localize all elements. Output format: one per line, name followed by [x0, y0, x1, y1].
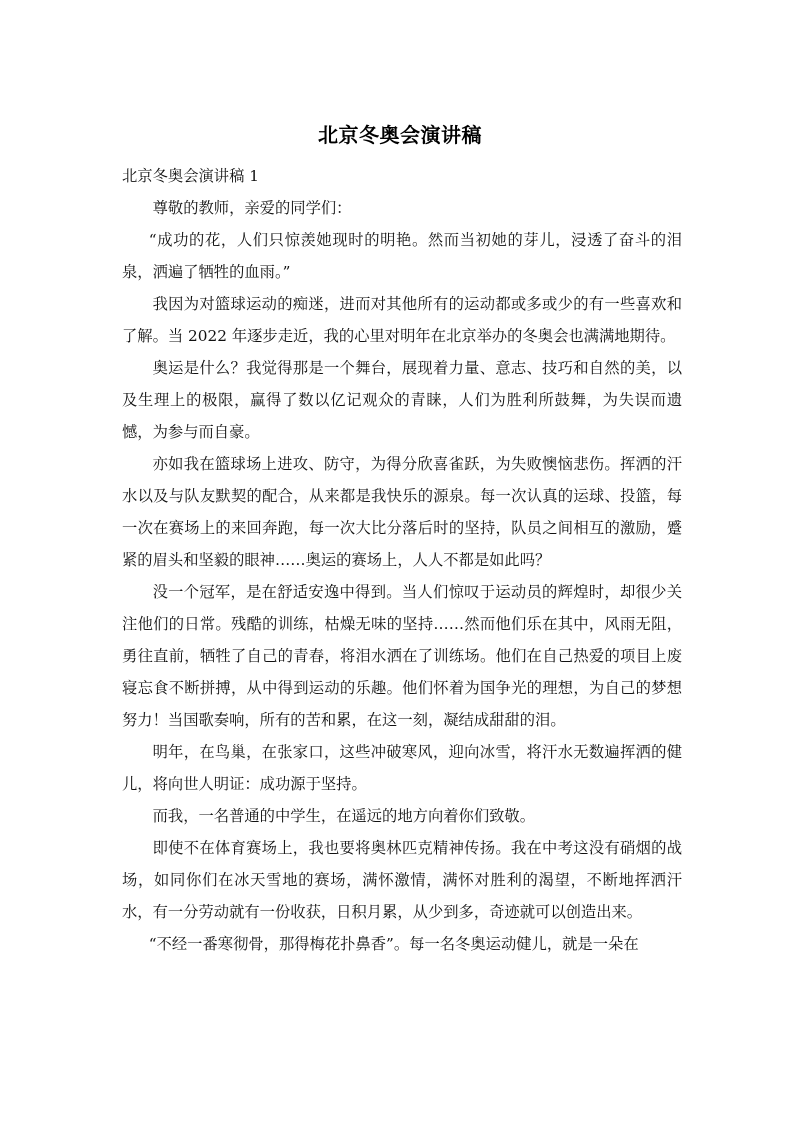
- paragraph: 没一个冠军，是在舒适安逸中得到。当人们惊叹于运动员的辉煌时，却很少关注他们的日常。残酷的训练，枯燥无味的坚持……然而他们乐在其中，风雨无阻，勇往直前，牺牲了自己的青春，将泪水洒在了训练场。他们在自己热爱的项目上废寝忘食不断拼搏，从中得到运动的乐趣。他们怀着为国争光的理想，为自己的梦想努力！当国歌奏响，所有的苦和累，在这一刻，凝结成甜甜的泪。: [122, 583, 682, 729]
- paragraph-greeting: 尊敬的教师，亲爱的同学们：: [152, 199, 352, 217]
- paragraph: 而我，一名普通的中学生，在遥远的地方向着你们致敬。: [152, 807, 536, 825]
- paragraph: 亦如我在篮球场上进攻、防守，为得分欣喜雀跃，为失败懊恼悲伤。挥洒的汗水以及与队友默契的配合，从来都是我快乐的源泉。每一次认真的运球、投篮，每一次在赛场上的来回奔跑，每一次大比分落后时的坚持，队员之间相互的激励，蹙紧的眉头和坚毅的眼神……奥运的赛场上，人人不都是如此吗？: [122, 455, 682, 569]
- document-body: [122, 160, 682, 960]
- paragraph-quote: “成功的花，人们只惊羡她现时的明艳。然而当初她的芽儿，浸透了奋斗的泪泉，洒遍了牺牲的血雨。”: [122, 231, 682, 281]
- document-subtitle: 北京冬奥会演讲稿 1: [122, 167, 259, 185]
- paragraph: 即使不在体育赛场上，我也要将奥林匹克精神传扬。我在中考这没有硝烟的战场，如同你们在冰天雪地的赛场，满怀激情，满怀对胜利的渴望，不断地挥洒汗水，有一分劳动就有一份收获，日积月累，从少到多，奇迹就可以创造出来。: [122, 839, 682, 921]
- paragraph-quote: “不经一番寒彻骨，那得梅花扑鼻香”。每一名冬奥运动健儿，就是一朵在: [148, 935, 639, 953]
- document-title: 北京冬奥会演讲稿: [318, 123, 482, 147]
- paragraph: 我因为对篮球运动的痴迷，进而对其他所有的运动都或多或少的有一些喜欢和了解。当 2022 年逐步走近，我的心里对明年在北京举办的冬奥会也满满地期待。: [122, 295, 682, 345]
- paragraph: 奥运是什么？我觉得那是一个舞台，展现着力量、意志、技巧和自然的美，以及生理上的极限，赢得了数以亿记观众的青睐，人们为胜利所鼓舞，为失误而遗憾，为参与而自豪。: [122, 359, 682, 441]
- paragraph: 明年，在鸟巢，在张家口，这些冲破寒风，迎向冰雪，将汗水无数遍挥洒的健儿，将向世人明证：成功源于坚持。: [122, 743, 682, 793]
